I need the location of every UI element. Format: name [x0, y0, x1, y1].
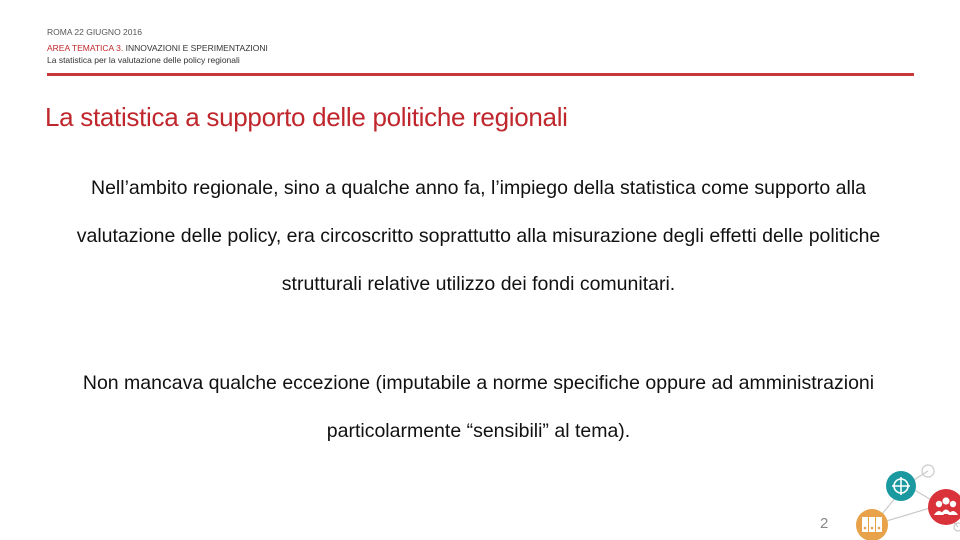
people-group-icon	[928, 489, 960, 525]
page-number: 2	[820, 515, 829, 532]
header-divider	[47, 73, 914, 76]
slide-title: La statistica a supporto delle politiche regionali	[45, 102, 568, 132]
header-subtitle: La statistica per la valutazione delle policy regionali	[47, 55, 240, 65]
body-paragraph-1: Nell’ambito regionale, sino a qualche anno fa, l’impiego della statistica come supporto alla valutazione delle policy, era circoscritto soprattutto alla misurazione degli effetti delle politiche strutturali relative utilizzo dei fondi comunitari.	[76, 177, 881, 295]
header-thematic-area	[47, 43, 268, 54]
header-date: ROMA 22 GIUGNO 2016	[47, 27, 142, 37]
archive-binders-icon	[856, 509, 888, 540]
body-paragraph-2: Non mancava qualche eccezione (imputabile a norme specifiche oppure ad amministrazioni particolarmente “sensibili” al tema).	[82, 372, 875, 442]
decorative-icon-network	[840, 455, 960, 540]
thematic-area-name: INNOVAZIONI E SPERIMENTAZIONI	[123, 43, 268, 53]
network-node-icon	[886, 471, 916, 501]
thematic-area-number: AREA TEMATICA 3.	[47, 43, 124, 53]
